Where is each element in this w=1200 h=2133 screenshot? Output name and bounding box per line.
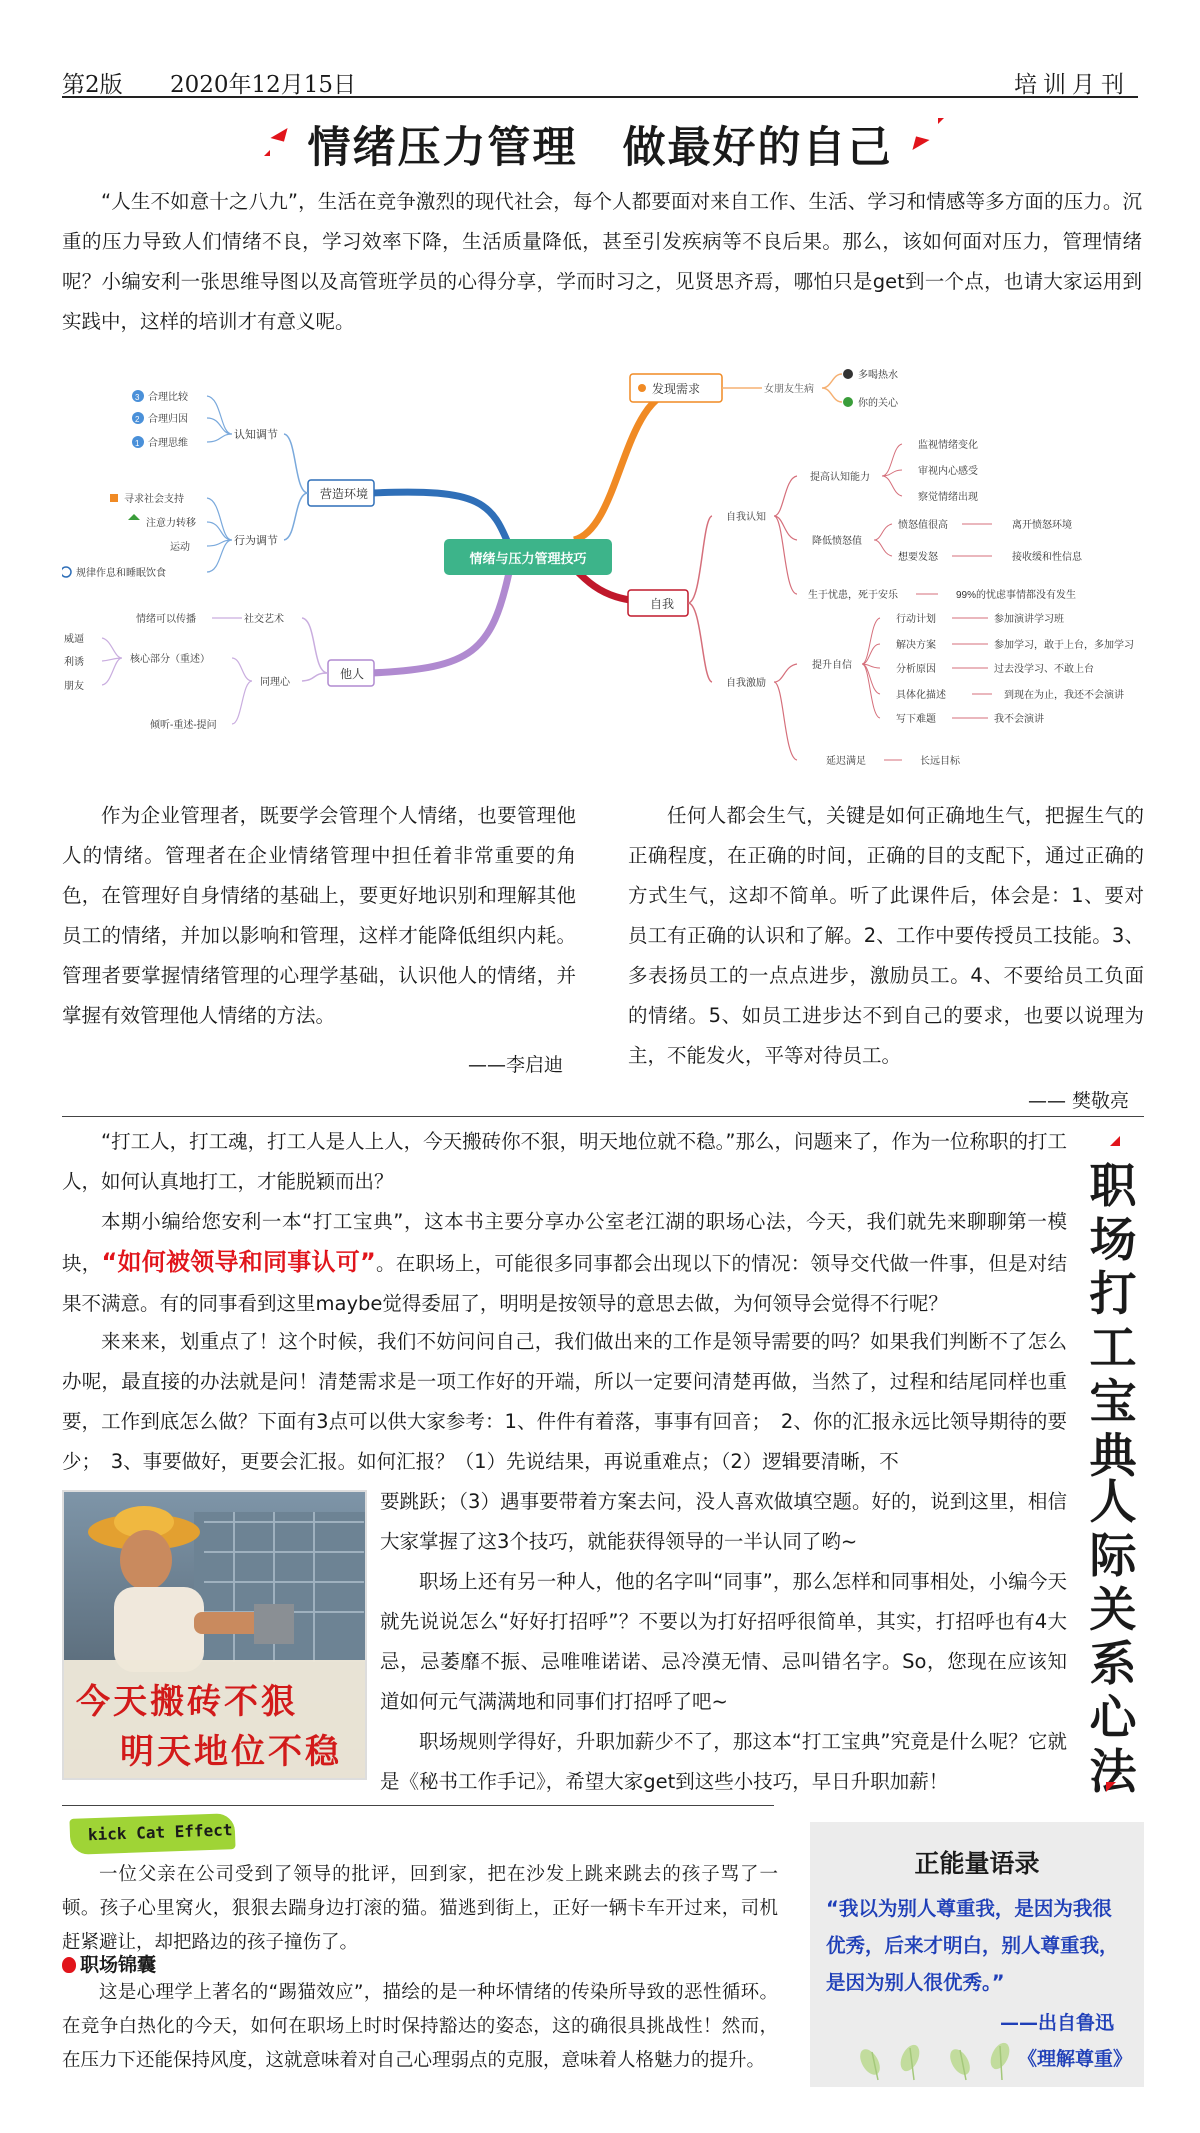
self-conf-note-0: 参加演讲学习班 bbox=[994, 614, 1064, 625]
quote-title: 正能量语录 bbox=[914, 1849, 1040, 1878]
env-cog: 认知调节 bbox=[234, 429, 278, 441]
right-column-signature: —— 樊敬亮 bbox=[1028, 1090, 1130, 1112]
others-listen: 倾听-重述-提问 bbox=[150, 720, 217, 731]
self-perc-item-2: 察觉情绪出现 bbox=[918, 492, 978, 503]
env-cog-item-0: 合理比较 bbox=[148, 392, 188, 403]
self-goal: 长远目标 bbox=[920, 756, 960, 767]
vertical-title-1 bbox=[1082, 1160, 1144, 1484]
work-paragraph-3b: 要跳跃；（3）遇事要带着方案去问，没人喜欢做填空题。好的，说到这里，相信大家掌握了这3个技巧，就能获得领导的一半认同了哟~ bbox=[380, 1490, 1067, 1553]
vtitle-triangle-bottom bbox=[1106, 1782, 1116, 1792]
quote-source: ——出自鲁迅 bbox=[999, 2012, 1114, 2034]
worker-illustration bbox=[64, 1492, 367, 1672]
self-born-item: 99%的忧虑事情都没有发生 bbox=[956, 590, 1077, 601]
issue-number: 第2版 bbox=[62, 72, 123, 98]
work-highlight: “如何被领导和同事认可” bbox=[101, 1248, 376, 1276]
left-column-signature: ——李启迪 bbox=[468, 1054, 564, 1076]
work-paragraph-5: 职场规则学得好，升职加薪少不了，那这本“打工宝典”究竟是什么呢？它就是《秘书工作手记》，希望大家get到这些小技巧，早日升职加薪！ bbox=[380, 1730, 1067, 1793]
env-act-item-3: 规律作息和睡眠饮食 bbox=[76, 568, 166, 579]
self-conf-item-4: 写下难题 bbox=[896, 714, 936, 725]
others-core-item-0: 威逼 bbox=[64, 634, 84, 645]
page-title: 情绪压力管理 做最好的自己 bbox=[307, 123, 893, 173]
self-conf-note-1: 参加学习，敢于上台，多加学习 bbox=[994, 640, 1134, 651]
self-perc: 提高认知能力 bbox=[810, 472, 870, 483]
env-label: 营造环境 bbox=[320, 487, 369, 501]
env-cog-item-1: 合理归因 bbox=[148, 414, 188, 425]
self-label: 自我 bbox=[650, 597, 675, 611]
worker-photo bbox=[62, 1490, 367, 1780]
section-divider bbox=[62, 1116, 1144, 1117]
work-paragraph-2-a: 本期小编给您安利一本“打工宝典”，这本书主要分享办公室老江湖的职场心法，今天，我们就先来聊聊第一模块， bbox=[62, 1210, 1067, 1275]
quote-text: “我以为别人尊重我，是因为我很优秀，后来才明白，别人尊重我，是因为别人很优秀。” bbox=[826, 1897, 1119, 1994]
env-act-item-0: 寻求社会支持 bbox=[124, 494, 184, 505]
svg-text:1: 1 bbox=[135, 439, 140, 448]
discover-label: 发现需求 bbox=[652, 382, 701, 396]
self-conf-item-0: 行动计划 bbox=[896, 614, 936, 625]
branch-others bbox=[372, 568, 510, 673]
issue-date: 2020年12月15日 bbox=[170, 72, 357, 98]
vtitle-triangle-top bbox=[1110, 1136, 1120, 1146]
svg-text:2: 2 bbox=[135, 415, 140, 424]
self-born: 生于忧患，死于安乐 bbox=[808, 590, 898, 601]
others-core-item-1: 利诱 bbox=[64, 657, 84, 668]
self-reduce: 降低愤怒值 bbox=[812, 536, 862, 547]
others-social-item: 情绪可以传播 bbox=[136, 614, 196, 625]
vertical-title-2 bbox=[1082, 1476, 1144, 1800]
workplace-tips-heading bbox=[62, 1950, 156, 1977]
env-cog-item-2: 合理思维 bbox=[148, 438, 188, 449]
work-paragraph-2 bbox=[62, 1202, 1067, 1324]
discover-item-1: 你的关心 bbox=[858, 398, 898, 409]
others-social: 社交艺术 bbox=[244, 614, 284, 625]
self-conf-note-4: 我不会演讲 bbox=[994, 714, 1044, 725]
self-perc-item-1: 审视内心感受 bbox=[918, 466, 978, 477]
others-empathy: 同理心 bbox=[260, 677, 290, 688]
env-act-item-2: 运动 bbox=[170, 542, 190, 553]
self-conf-item-1: 解决方案 bbox=[896, 640, 936, 651]
kick-paragraph-1: 一位父亲在公司受到了领导的批评，回到家，把在沙发上跳来跳去的孩子骂了一顿。孩子心里窝火，狠狠去踹身边打滚的猫。猫逃到街上，正好一辆卡车开过来，司机赶紧避让，却把路边的孩子撞伤了。 bbox=[62, 1864, 778, 1953]
work-paragraph-3: 来来来，划重点了！这个时候，我们不妨问问自己，我们做出来的工作是领导需要的吗？如果我们判断不了怎么办呢，最直接的办法就是问！清楚需求是一项工作好的开端，所以一定要问清楚再做，当然了，过程和结尾同样也重要，工作到底怎么做？下面有3点可以供大家参考：1、件件有着落，事事有回音； 2、你的汇报永远比领导期待的要少； 3、事要做好，更要会汇报。如何汇报？（1）先说结果，再说重难点；（2）逻辑要清晰，不 bbox=[62, 1330, 1067, 1473]
left-column-paragraph: 作为企业管理者，既要学会管理个人情绪，也要管理他人的情绪。管理者在企业情绪管理中担任着非常重要的角色，在管理好自身情绪的基础上，要更好地识别和理解其他员工的情绪，并加以影响和管理，这样才能降低组织内耗。管理者要掌握情绪管理的心理学基础，认识他人的情绪，并掌握有效管理他人情绪的方法。 bbox=[62, 804, 576, 1027]
quote-box bbox=[810, 1822, 1144, 2087]
photo-caption-line-1: 今天搬砖不狠 bbox=[76, 1682, 298, 1722]
discover-sub: 女朋友生病 bbox=[764, 384, 814, 395]
title-triangle-left-small bbox=[264, 150, 270, 156]
lower-divider bbox=[62, 1805, 774, 1806]
work-paragraph-4: 职场上还有另一种人，他的名字叫“同事”，那么怎样和同事相处，小编今天就先说说怎么“好好打招呼”？不要以为打好招呼很简单，其实，打招呼也有4大忌，忌萎靡不振、忌唯唯诺诺、忌冷漠无情、忌叫错名字。So，您现在应该知道如何元气满满地和同事们打招呼了吧~ bbox=[380, 1570, 1067, 1713]
self-conf-note-3: 到现在为止，我还不会演讲 bbox=[1004, 690, 1124, 701]
right-column-paragraph: 任何人都会生气，关键是如何正确地生气，把握生气的正确程度，在正确的时间，正确的目的支配下，通过正确的方式生气，这却不简单。听了此课件后，体会是：1、要对员工有正确的认识和了解。2、工作中要传授员工技能。3、多表扬员工的一点点进步，激励员工。4、不要给员工负面的情绪。5、如员工进步达不到自己的要求，也要以说理为主，不能发火，平等对待员工。 bbox=[628, 804, 1144, 1067]
self-conf: 提升自信 bbox=[812, 660, 852, 671]
self-think-item: 接收缓和性信息 bbox=[1012, 552, 1082, 563]
mind-map bbox=[62, 358, 1152, 778]
page-header bbox=[62, 64, 1138, 98]
kick-cat-label: kick Cat Effect bbox=[87, 1820, 233, 1845]
others-label: 他人 bbox=[340, 667, 365, 681]
branch-discover bbox=[574, 390, 682, 540]
leaf-decoration-icon bbox=[850, 2032, 1040, 2082]
money-bag-icon bbox=[62, 1957, 76, 1973]
env-act: 行为调节 bbox=[234, 535, 278, 547]
kick-cat-badge bbox=[69, 1813, 235, 1855]
vertical-title-1-text: 职场打工宝典 bbox=[1089, 1159, 1137, 1484]
discover-item-0: 多喝热水 bbox=[858, 370, 898, 381]
self-delay: 延迟满足 bbox=[826, 756, 866, 767]
self-conf-note-2: 过去没学习、不敢上台 bbox=[994, 664, 1094, 675]
photo-caption-line-2: 明天地位不稳 bbox=[120, 1732, 342, 1772]
kick-paragraph-2: 这是心理学上著名的“踢猫效应”，描绘的是一种坏情绪的传染所导致的恶性循环。在竞争白热化的今天，如何在职场上时时保持豁达的姿态，这的确很具挑战性！然而，在压力下还能保持风度，这就意味着对自己心理弱点的克服，意味着人格魅力的提升。 bbox=[62, 1982, 778, 2071]
title-triangle-right-small bbox=[938, 118, 944, 124]
self-perc-item-0: 监视情绪变化 bbox=[918, 440, 978, 451]
svg-text:3: 3 bbox=[135, 393, 140, 402]
self-think: 想要发怒 bbox=[898, 552, 938, 563]
self-conf-item-2: 分析原因 bbox=[896, 664, 936, 675]
workplace-tips-label: 职场锦囊 bbox=[80, 1954, 157, 1976]
quote-book: 《理解尊重》 bbox=[1017, 2048, 1132, 2070]
magazine-name: 培训月刊 bbox=[1014, 72, 1130, 98]
self-motive: 自我激励 bbox=[726, 678, 766, 689]
vertical-title-2-text: 人际关系心法 bbox=[1089, 1475, 1137, 1800]
self-anger-item: 离开愤怒环境 bbox=[1012, 520, 1072, 531]
env-act-item-1: 注意力转移 bbox=[146, 518, 196, 529]
self-anger: 愤怒值很高 bbox=[898, 520, 948, 531]
others-core: 核心部分（重述） bbox=[130, 654, 210, 665]
others-core-item-2: 朋友 bbox=[64, 681, 84, 692]
self-aware: 自我认知 bbox=[726, 512, 766, 523]
work-paragraph-1: “打工人，打工魂，打工人是人上人，今天搬砖你不狠，明天地位就不稳。”那么，问题来了，作为一位称职的打工人，如何认真地打工，才能脱颖而出？ bbox=[62, 1130, 1067, 1193]
center-label: 情绪与压力管理技巧 bbox=[469, 551, 587, 566]
work-paragraph-2-b: 。在职场上，可能很多同事都会出现以下的情况：领导交代做一件事，但是对结果不满意。有的同事看到这里maybe觉得委屈了，明明是按领导的意思去做，为何领导会觉得不行呢？ bbox=[62, 1252, 1067, 1315]
self-conf-item-3: 具体化描述 bbox=[896, 690, 946, 701]
intro-paragraph: “人生不如意十之八九”，生活在竞争激烈的现代社会，每个人都要面对来自工作、生活、学习和情感等多方面的压力。沉重的压力导致人们情绪不良，学习效率下降，生活质量降低，甚至引发疾病等不良后果。那么，该如何面对压力，管理情绪呢？小编安利一张思维导图以及高管班学员的心得分享，学而时习之，见贤思齐焉，哪怕只是get到一个点，也请大家运用到实践中，这样的培训才有意义呢。 bbox=[62, 190, 1142, 333]
